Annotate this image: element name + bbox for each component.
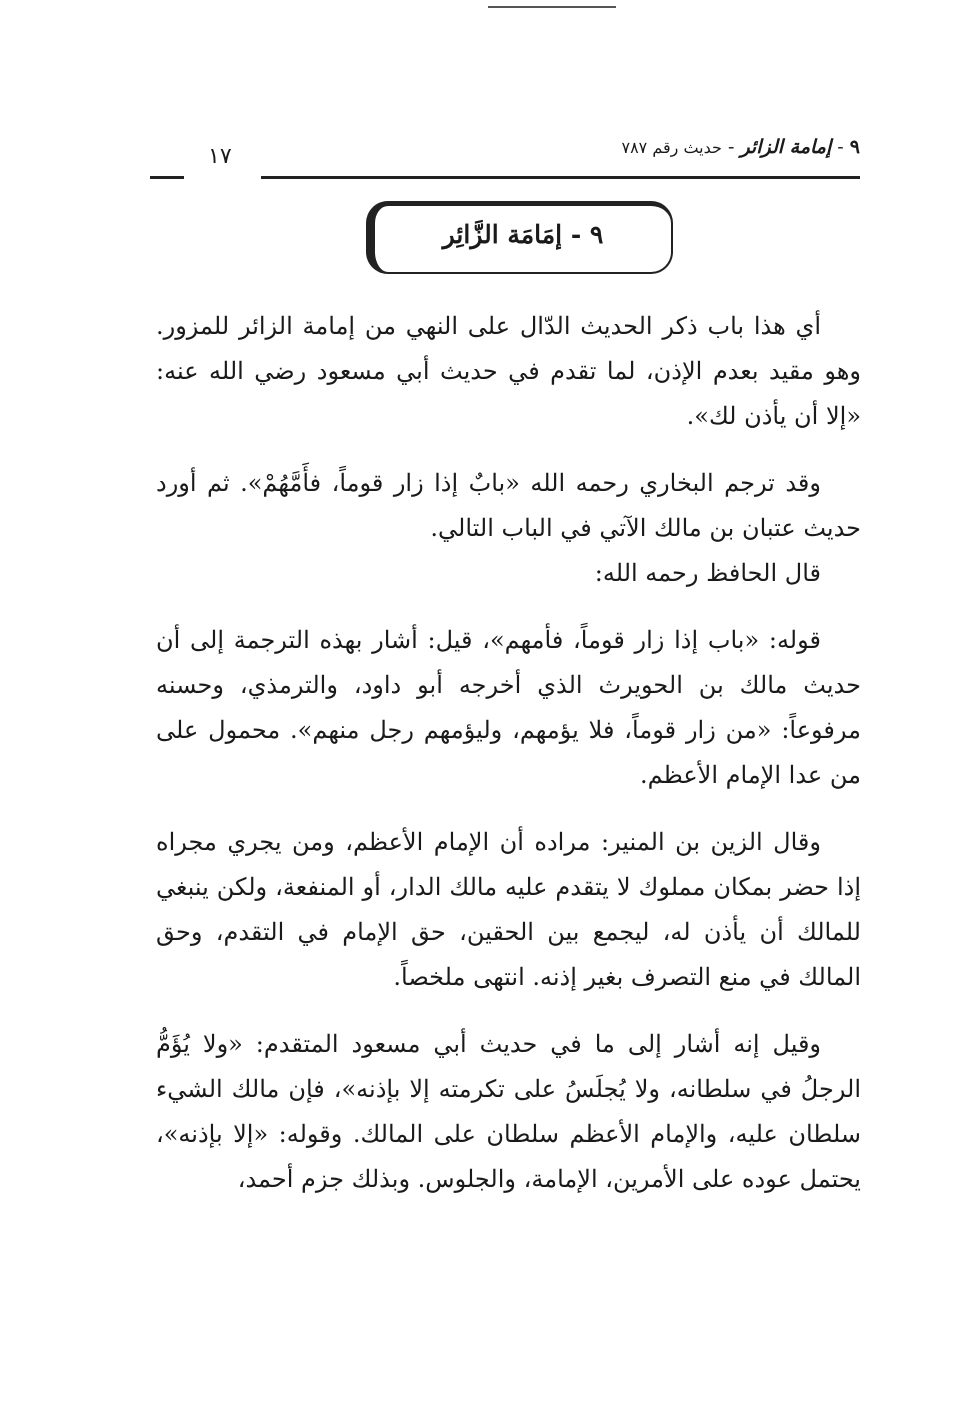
paragraph-3: قال الحافظ رحمه الله: xyxy=(594,559,821,587)
running-head xyxy=(150,128,860,184)
paragraph-5: وقال الزين بن المنير: مراده أن الإمام الأعظم، ومن يجري مجراه إذا حضر بمكان مملوك لا يتقدم عليه مالك الدار، أو المنفعة، ولكن ينبغي للمالك أن يأذن له، ليجمع بين الحقين، حق الإمام في التقدم، وحق المالك في منع التصرف بغير إذنه. انتهى ملخصاً. xyxy=(156,828,861,991)
header-rule-short xyxy=(150,176,184,179)
running-head-reference: حديث رقم ٧٨٧ xyxy=(621,138,722,157)
paragraph-2: وقد ترجم البخاري رحمه الله «بابٌ إذا زار قوماً، فأَمَّهُمْ». ثم أورد حديث عتبان بن مالك الآتي في الباب التالي. xyxy=(156,469,861,542)
top-edge-rule xyxy=(488,6,616,8)
paragraph-1: أي هذا باب ذكر الحديث الدّال على النهي من إمامة الزائر للمزور. وهو مقيد بعدم الإذن، لما تقدم في حديث أبي مسعود رضي الله عنه: «إلا أن يأذن لك». xyxy=(156,312,861,430)
running-head-dash-2: - xyxy=(721,136,735,158)
paragraph-4: قوله: «باب إذا زار قوماً، فأمهم»، قيل: أشار بهذه الترجمة إلى أن حديث مالك بن الحويرث الذي أخرجه أبو داود، والترمذي، وحسنه مرفوعاً: «من زار قوماً، فلا يؤمهم، وليؤمهم رجل منهم». محمول على من عدا الإمام الأعظم. xyxy=(156,626,861,789)
page-number: ١٧ xyxy=(208,144,232,169)
chapter-title-frame xyxy=(366,201,673,274)
running-head-text xyxy=(621,136,860,158)
body-text xyxy=(156,304,861,1202)
running-head-dash: - xyxy=(831,136,844,158)
paragraph-6: وقيل إنه أشار إلى ما في حديث أبي مسعود المتقدم: «ولا يُؤَمُّ الرجلُ في سلطانه، ولا يُجلَسُ على تكرمته إلا بإذنه»، فإن مالك الشيء سلطان عليه، والإمام الأعظم سلطان على المالك. وقوله: «إلا بإذنه»، يحتمل عوده على الأمرين، الإمامة، والجلوس. وبذلك جزم أحمد، xyxy=(156,1030,861,1193)
header-rule xyxy=(261,176,860,179)
running-head-number: ٩ xyxy=(849,136,860,158)
chapter-title: ٩ - إمَامَة الزَّائِر xyxy=(442,220,604,249)
running-head-title: إمامة الزائر xyxy=(740,136,832,158)
